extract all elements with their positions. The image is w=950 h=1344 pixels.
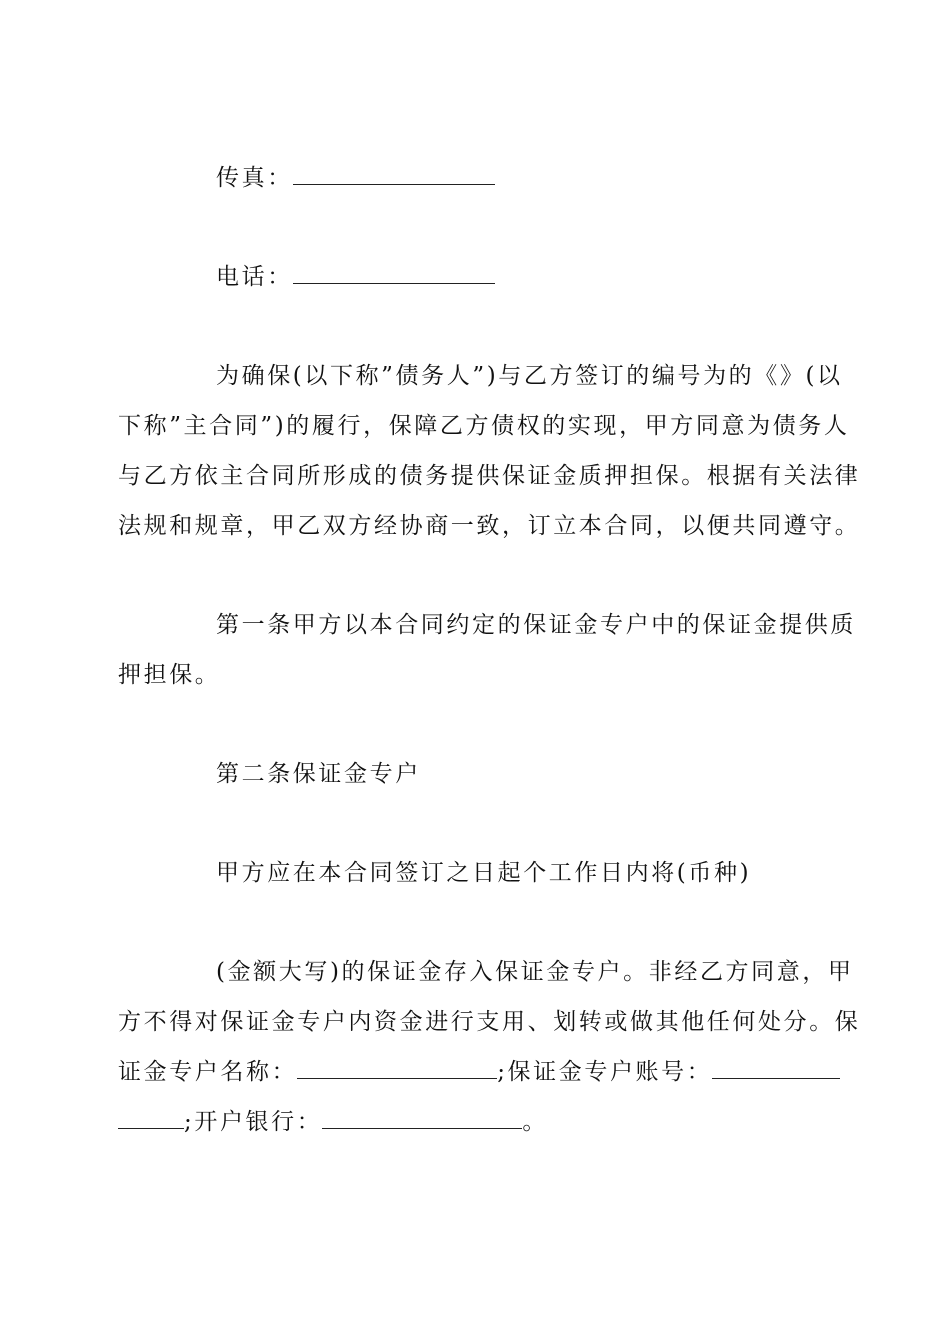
fax-label: 传真： — [216, 165, 293, 191]
end-period: 。 — [522, 1109, 548, 1135]
account-name-label: 证金专户名称： — [118, 1059, 298, 1085]
article2-title: 第二条保证金专户 — [216, 761, 421, 787]
article2-p2-line-4 — [118, 1107, 832, 1137]
article2-p2-line-3 — [118, 1057, 832, 1087]
account-number-label: ;保证金专户账号： — [497, 1059, 713, 1085]
bank-label: ;开户银行： — [184, 1109, 323, 1135]
article1-line-2: 押担保。 — [118, 662, 221, 688]
intro-line-2: 下称”主合同”)的履行，保障乙方债权的实现，甲方同意为债务人 — [118, 413, 850, 439]
bank-blank[interactable] — [322, 1108, 522, 1129]
intro-line-3: 与乙方依主合同所形成的债务提供保证金质押担保。根据有关法律 — [118, 463, 861, 489]
phone-field — [216, 262, 832, 292]
intro-line-1: 为确保(以下称”债务人”)与乙方签订的编号为的《》(以 — [216, 363, 843, 389]
article1-line-1: 第一条甲方以本合同约定的保证金专户中的保证金提供质 — [216, 612, 856, 638]
phone-label: 电话： — [216, 264, 293, 290]
account-number-blank-part2[interactable] — [118, 1108, 184, 1129]
phone-blank[interactable] — [293, 263, 495, 284]
fax-blank[interactable] — [293, 164, 495, 185]
article2-p2-line-1: (金额大写)的保证金存入保证金专户。非经乙方同意，甲 — [216, 959, 854, 985]
article2-p2-line-2: 方不得对保证金专户内资金进行支用、划转或做其他任何处分。保 — [118, 1009, 861, 1035]
intro-line-4: 法规和规章，甲乙双方经协商一致，订立本合同，以便共同遵守。 — [118, 513, 861, 539]
account-number-blank-part1[interactable] — [712, 1058, 840, 1079]
account-name-blank[interactable] — [297, 1058, 497, 1079]
article2-p1: 甲方应在本合同签订之日起个工作日内将(币种) — [216, 860, 752, 886]
fax-field — [216, 163, 832, 193]
